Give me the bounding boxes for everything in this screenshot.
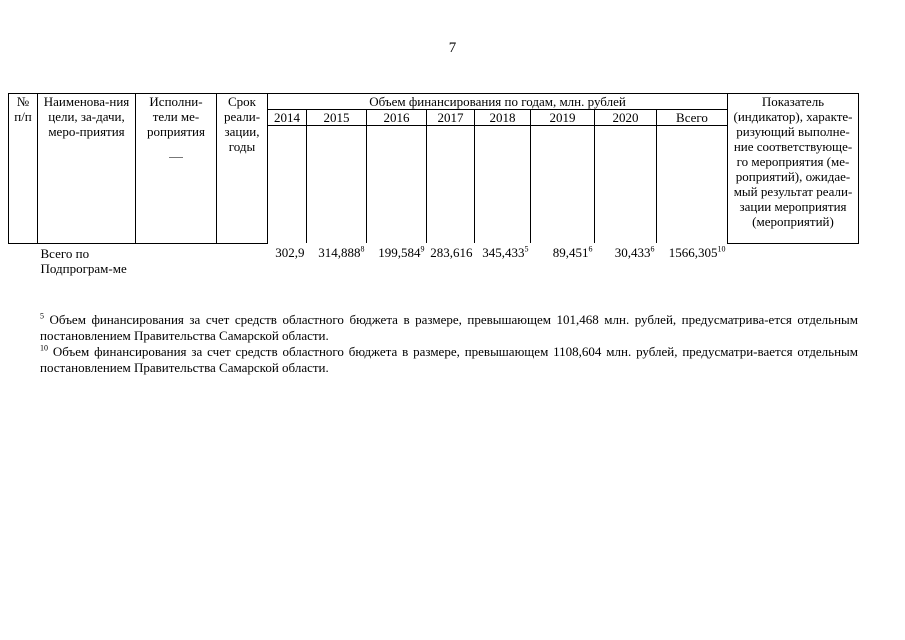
year-header: 2020 (595, 110, 657, 126)
scan-mark (169, 157, 183, 158)
year-header: 2015 (307, 110, 367, 126)
year-header: 2018 (475, 110, 531, 126)
total-value: 30,433$^6$ (614, 244, 655, 260)
header-name: Наименова-ния цели, за-дачи, меро-приятия (38, 94, 136, 244)
grand-total-value: 1566,305$^{10}$ (668, 244, 726, 260)
year-header: 2014 (268, 110, 307, 126)
year-header: 2016 (367, 110, 427, 126)
total-label: Всего по Подпрограм-ме (40, 245, 127, 276)
header-term: Срок реали-зации, годы (217, 94, 268, 244)
header-executors (136, 94, 217, 244)
page-number: 7 (448, 40, 457, 56)
header-funding: Объем финансирования по годам, млн. рублей (268, 94, 728, 110)
header-executors-label: Исполни-тели ме-роприятия (146, 94, 205, 139)
footnote: $^{10}$ Объем финансирования за счет средств областного бюджета в размере, превышающем 1108,604 млн. рублей, предусматри-вается отдельным постановлением Правительства Самарской области. (40, 343, 858, 375)
year-header-total: Всего (657, 110, 728, 126)
total-value: 345,433$^5$ (482, 244, 529, 260)
footnote: $^5$ Объем финансирования за счет средств областного бюджета в размере, превышающем 101,468 млн. рублей, предусматрива-ется отдельным постановлением Правительства Самарской области. (40, 311, 858, 343)
total-value: 314,888$^8$ (318, 244, 365, 260)
total-row (9, 243, 859, 276)
header-num: № п/п (9, 94, 38, 244)
total-value: 302,9 (275, 245, 305, 260)
header-indicator: Показатель (индикатор), характе-ризующий выполне-ние соответствующе-го мероприятия (ме-роприятий), ожидае-мый результат реали-зации мероприятия (мероприятий) (728, 94, 859, 244)
year-header: 2017 (427, 110, 475, 126)
year-header: 2019 (531, 110, 595, 126)
total-value: 89,451$^6$ (552, 244, 593, 260)
total-value: 199,584$^9$ (378, 244, 425, 260)
footnotes (40, 312, 858, 376)
total-value: 283,616 (430, 245, 473, 260)
funding-table (8, 93, 859, 276)
